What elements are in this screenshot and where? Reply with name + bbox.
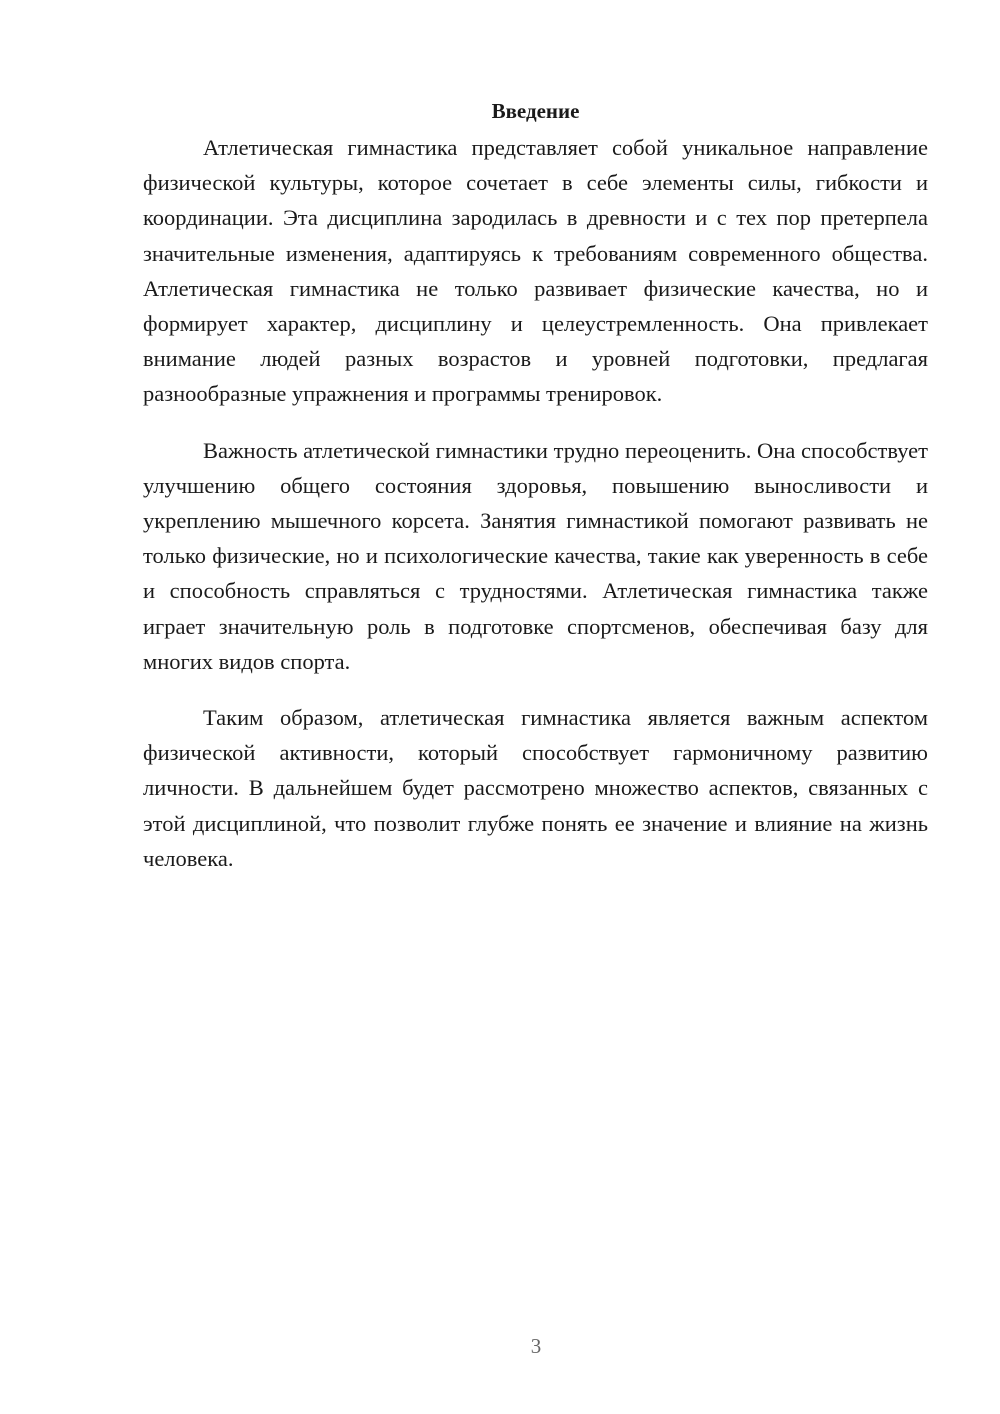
page-content xyxy=(143,96,928,876)
page-number: 3 xyxy=(530,1334,542,1358)
paragraph-intro: Атлетическая гимнастика представляет собой уникальное направление физической культуры, которое сочетает в себе элементы силы, гибкости и координации. Эта дисциплина зародилась в древности и с тех пор претерпела значительные изменения, адаптируясь к требованиям современного общества. Атлетическая гимнастика не только развивает физические качества, но и формирует характер, дисциплину и целеустремленность. Она привлекает внимание людей разных возрастов и уровней подготовки, предлагая разнообразные упражнения и программы тренировок. xyxy=(143,135,928,407)
paragraph-importance: Важность атлетической гимнастики трудно переоценить. Она способствует улучшению общего состояния здоровья, повышению выносливости и укреплению мышечного корсета. Занятия гимнастикой помогают развивать не только физические, но и психологические качества, такие как уверенность в себе и способность справляться с трудностями. Атлетическая гимнастика также играет значительную роль в подготовке спортсменов, обеспечивая базу для многих видов спорта. xyxy=(143,437,928,674)
paragraph-conclusion: Таким образом, атлетическая гимнастика является важным аспектом физической активности, который способствует гармоничному развитию личности. В дальнейшем будет рассмотрено множество аспектов, связанных с этой дисциплиной, что позволит глубже понять ее значение и влияние на жизнь человека. xyxy=(143,705,928,871)
section-heading: Введение xyxy=(491,99,580,123)
